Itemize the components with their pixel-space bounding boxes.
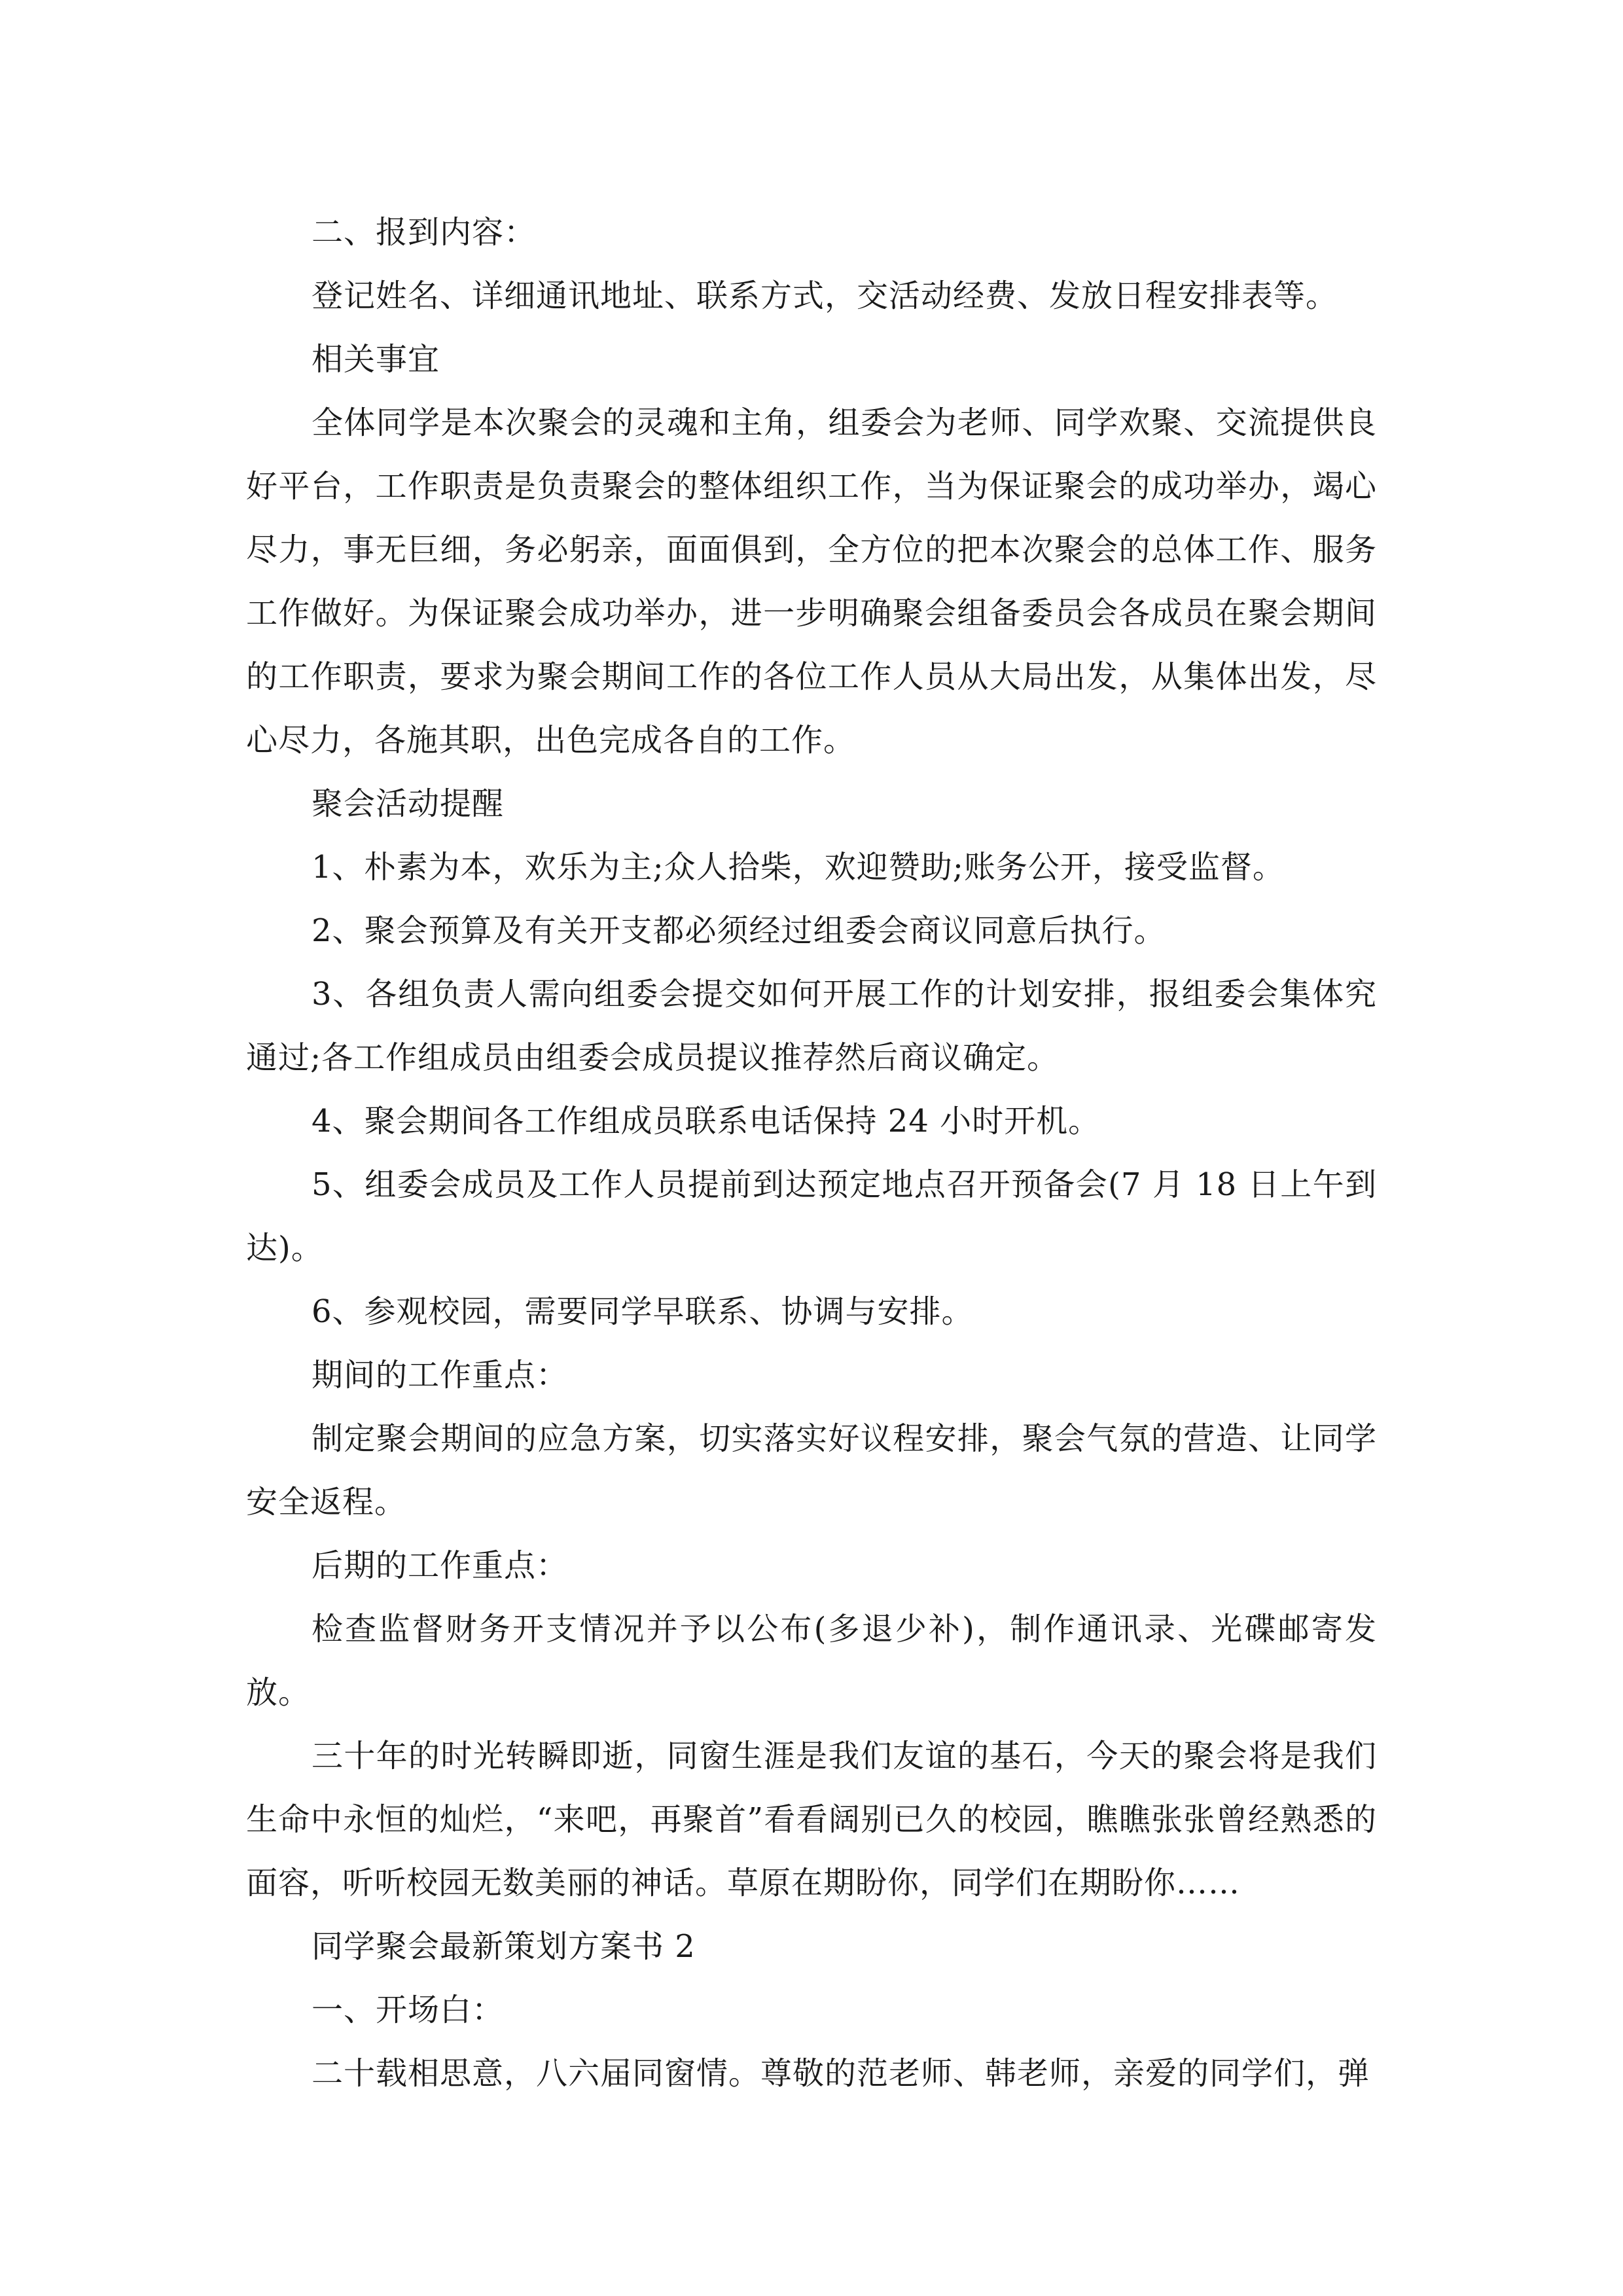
heading-during-focus: 期间的工作重点： xyxy=(312,1357,569,1393)
heading-post-focus: 后期的工作重点： xyxy=(312,1547,569,1584)
reminder-item-5: 5、组委会成员及工作人员提前到达预定地点召开预备会(7 月 18 日上午到达)。 xyxy=(246,1166,1377,1266)
heading-opening-remarks: 一、开场白： xyxy=(312,1992,505,2028)
paragraph-closing: 三十年的时光转瞬即逝，同窗生涯是我们友谊的基石，今天的聚会将是我们生命中永恒的灿烂，“来吧，再聚首”看看阔别已久的校园，瞧瞧张张曾经熟悉的面容，听听校园无数美丽的神话。草原在期盼你，同学们在期盼你…… xyxy=(246,1738,1377,1901)
heading-registration-content: 二、报到内容： xyxy=(312,214,537,251)
paragraph-post-focus: 检查监督财务开支情况并予以公布(多退少补)，制作通讯录、光碟邮寄发放。 xyxy=(246,1611,1377,1711)
reminder-item-2: 2、聚会预算及有关开支都必须经过组委会商议同意后执行。 xyxy=(312,912,1166,949)
heading-activity-reminders: 聚会活动提醒 xyxy=(312,785,505,822)
reminder-item-6: 6、参观校园，需要同学早联系、协调与安排。 xyxy=(312,1293,974,1330)
reminder-item-1: 1、朴素为本，欢乐为主;众人拾柴，欢迎赞助;账务公开，接受监督。 xyxy=(312,849,1285,886)
paragraph-committee-duties: 全体同学是本次聚会的灵魂和主角，组委会为老师、同学欢聚、交流提供良好平台，工作职责是负责聚会的整体组织工作，当为保证聚会的成功举办，竭心尽力，事无巨细，务必躬亲，面面俱到，全方位的把本次聚会的总体工作、服务工作做好。为保证聚会成功举办，进一步明确聚会组备委员会各成员在聚会期间的工作职责，要求为聚会期间工作的各位工作人员从大局出发，从集体出发，尽心尽力，各施其职，出色完成各自的工作。 xyxy=(246,404,1377,759)
paragraph-opening-remarks: 二十载相思意，八六届同窗情。尊敬的范老师、韩老师，亲爱的同学们，弹 xyxy=(312,2055,1370,2092)
paragraph-registration-details: 登记姓名、详细通讯地址、联系方式，交活动经费、发放日程安排表等。 xyxy=(312,278,1338,314)
section-title-plan-2: 同学聚会最新策划方案书 2 xyxy=(312,1928,696,1965)
paragraph-during-focus: 制定聚会期间的应急方案，切实落实好议程安排，聚会气氛的营造、让同学安全返程。 xyxy=(246,1420,1377,1520)
heading-related-matters: 相关事宜 xyxy=(312,341,440,378)
reminder-item-3: 3、各组负责人需向组委会提交如何开展工作的计划安排，报组委会集体究通过;各工作组成员由组委会成员提议推荐然后商议确定。 xyxy=(246,976,1377,1076)
document-body xyxy=(246,201,1377,2106)
reminder-item-4: 4、聚会期间各工作组成员联系电话保持 24 小时开机。 xyxy=(312,1103,1101,1139)
